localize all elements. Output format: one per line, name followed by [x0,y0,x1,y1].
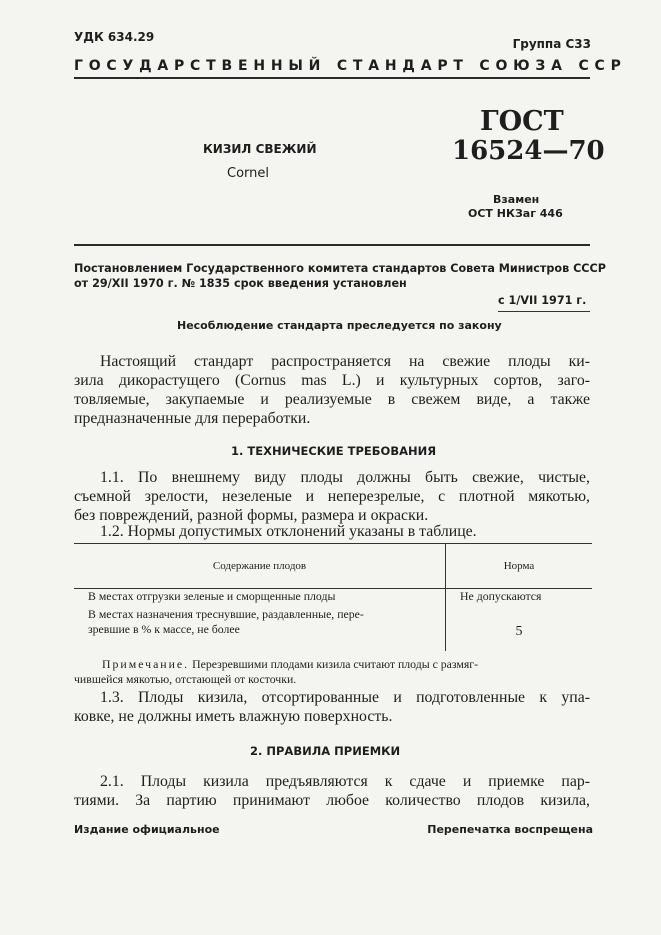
section-1-heading: 1. ТЕХНИЧЕСКИЕ ТРЕБОВАНИЯ [231,444,437,458]
clause-1-1 [74,468,590,525]
note-line: чившейся мякотью, отстающей от косточки. [74,672,297,686]
group-code: Группа С33 [512,37,591,51]
table-cell-content [74,607,446,651]
clause-1-3 [74,688,590,726]
table-row [74,589,592,608]
product-title: КИЗИЛ СВЕЖИЙ [203,142,317,156]
table-cell-norm: Не допускаются [446,589,593,608]
clause-line: 1.1. По внешнему виду плоды должны быть свежие, чистые, [100,469,590,486]
clause-line: съемной зрелости, незеленые и неперезрелые, с плотной мякотью, [74,488,590,505]
intro-line: Настоящий стандарт распространяется на свежие плоды ки- [100,353,590,370]
clause-1-2 [74,522,590,541]
intro-paragraph [74,352,590,428]
clause-2-1 [74,772,590,810]
clause-line: 1.3. Плоды кизила, отсортированные и подготовленные к упа- [100,689,590,706]
table-cell-line: зревшие в % к массе, не более [88,622,240,636]
clause-line: 1.2. Нормы допустимых отклонений указаны в таблице. [100,523,477,540]
table-note [74,657,590,687]
intro-line: предназначенные для переработки. [74,410,311,427]
intro-line: товляемые, закупаемые и реализуемые в свежем виде, а также [74,391,590,408]
decree-line-2: от 29/XII 1970 г. № 1835 срок введения установлен [74,277,407,290]
table-row [74,607,592,651]
effective-date: с 1/VII 1971 г. [498,294,587,307]
note-text: Перезревшими плодами кизила считают плоды с размяг- [192,657,479,671]
clause-line: тиями. За партию принимают любое количество плодов кизила, [74,792,590,809]
header-rule [74,77,590,79]
table-header-content: Содержание плодов [74,544,446,589]
title-rule [74,244,590,246]
penalty-notice: Несоблюдение стандарта преследуется по закону [177,319,502,332]
udk-code: УДК 634.29 [74,30,155,44]
product-title-en: Cornel [227,166,269,181]
clause-line: без повреждений, разной формы, размера и окраски. [74,507,429,524]
table-cell-content: В местах отгрузки зеленые и сморщенные плоды [88,589,336,603]
reprint-prohibited-label: Перепечатка воспрещена [427,823,593,836]
intro-line: зила дикорастущего (Cornus mas L.) и культурных сортов, заго- [74,372,590,389]
decree-line-1: Постановлением Государственного комитета стандартов Совета Министров СССР [74,262,606,275]
clause-line: 2.1. Плоды кизила предъявляются к сдаче и приемке пар- [100,773,590,790]
tolerance-table [74,543,592,651]
gost-label: ГОСТ [480,106,564,137]
gost-number: 16524—70 [452,136,605,166]
effective-date-underline [498,311,590,312]
note-label: Примечание. [102,657,190,671]
clause-line: ковке, не должны иметь влажную поверхность. [74,708,393,725]
table-cell-norm: 5 [446,607,593,651]
section-2-heading: 2. ПРАВИЛА ПРИЕМКИ [250,744,401,758]
replaces-value: ОСТ НКЗаг 446 [468,207,563,220]
note-line [74,657,590,672]
standard-banner: ГОСУДАРСТВЕННЫЙ СТАНДАРТ СОЮЗА ССР [74,58,627,74]
table-header-norm: Норма [446,544,593,589]
official-edition-label: Издание официальное [74,823,220,836]
table-cell-line: В местах назначения треснувшие, раздавленные, пере- [88,607,364,621]
replaces-label: Взамен [493,193,540,206]
table-header-row [74,544,592,589]
